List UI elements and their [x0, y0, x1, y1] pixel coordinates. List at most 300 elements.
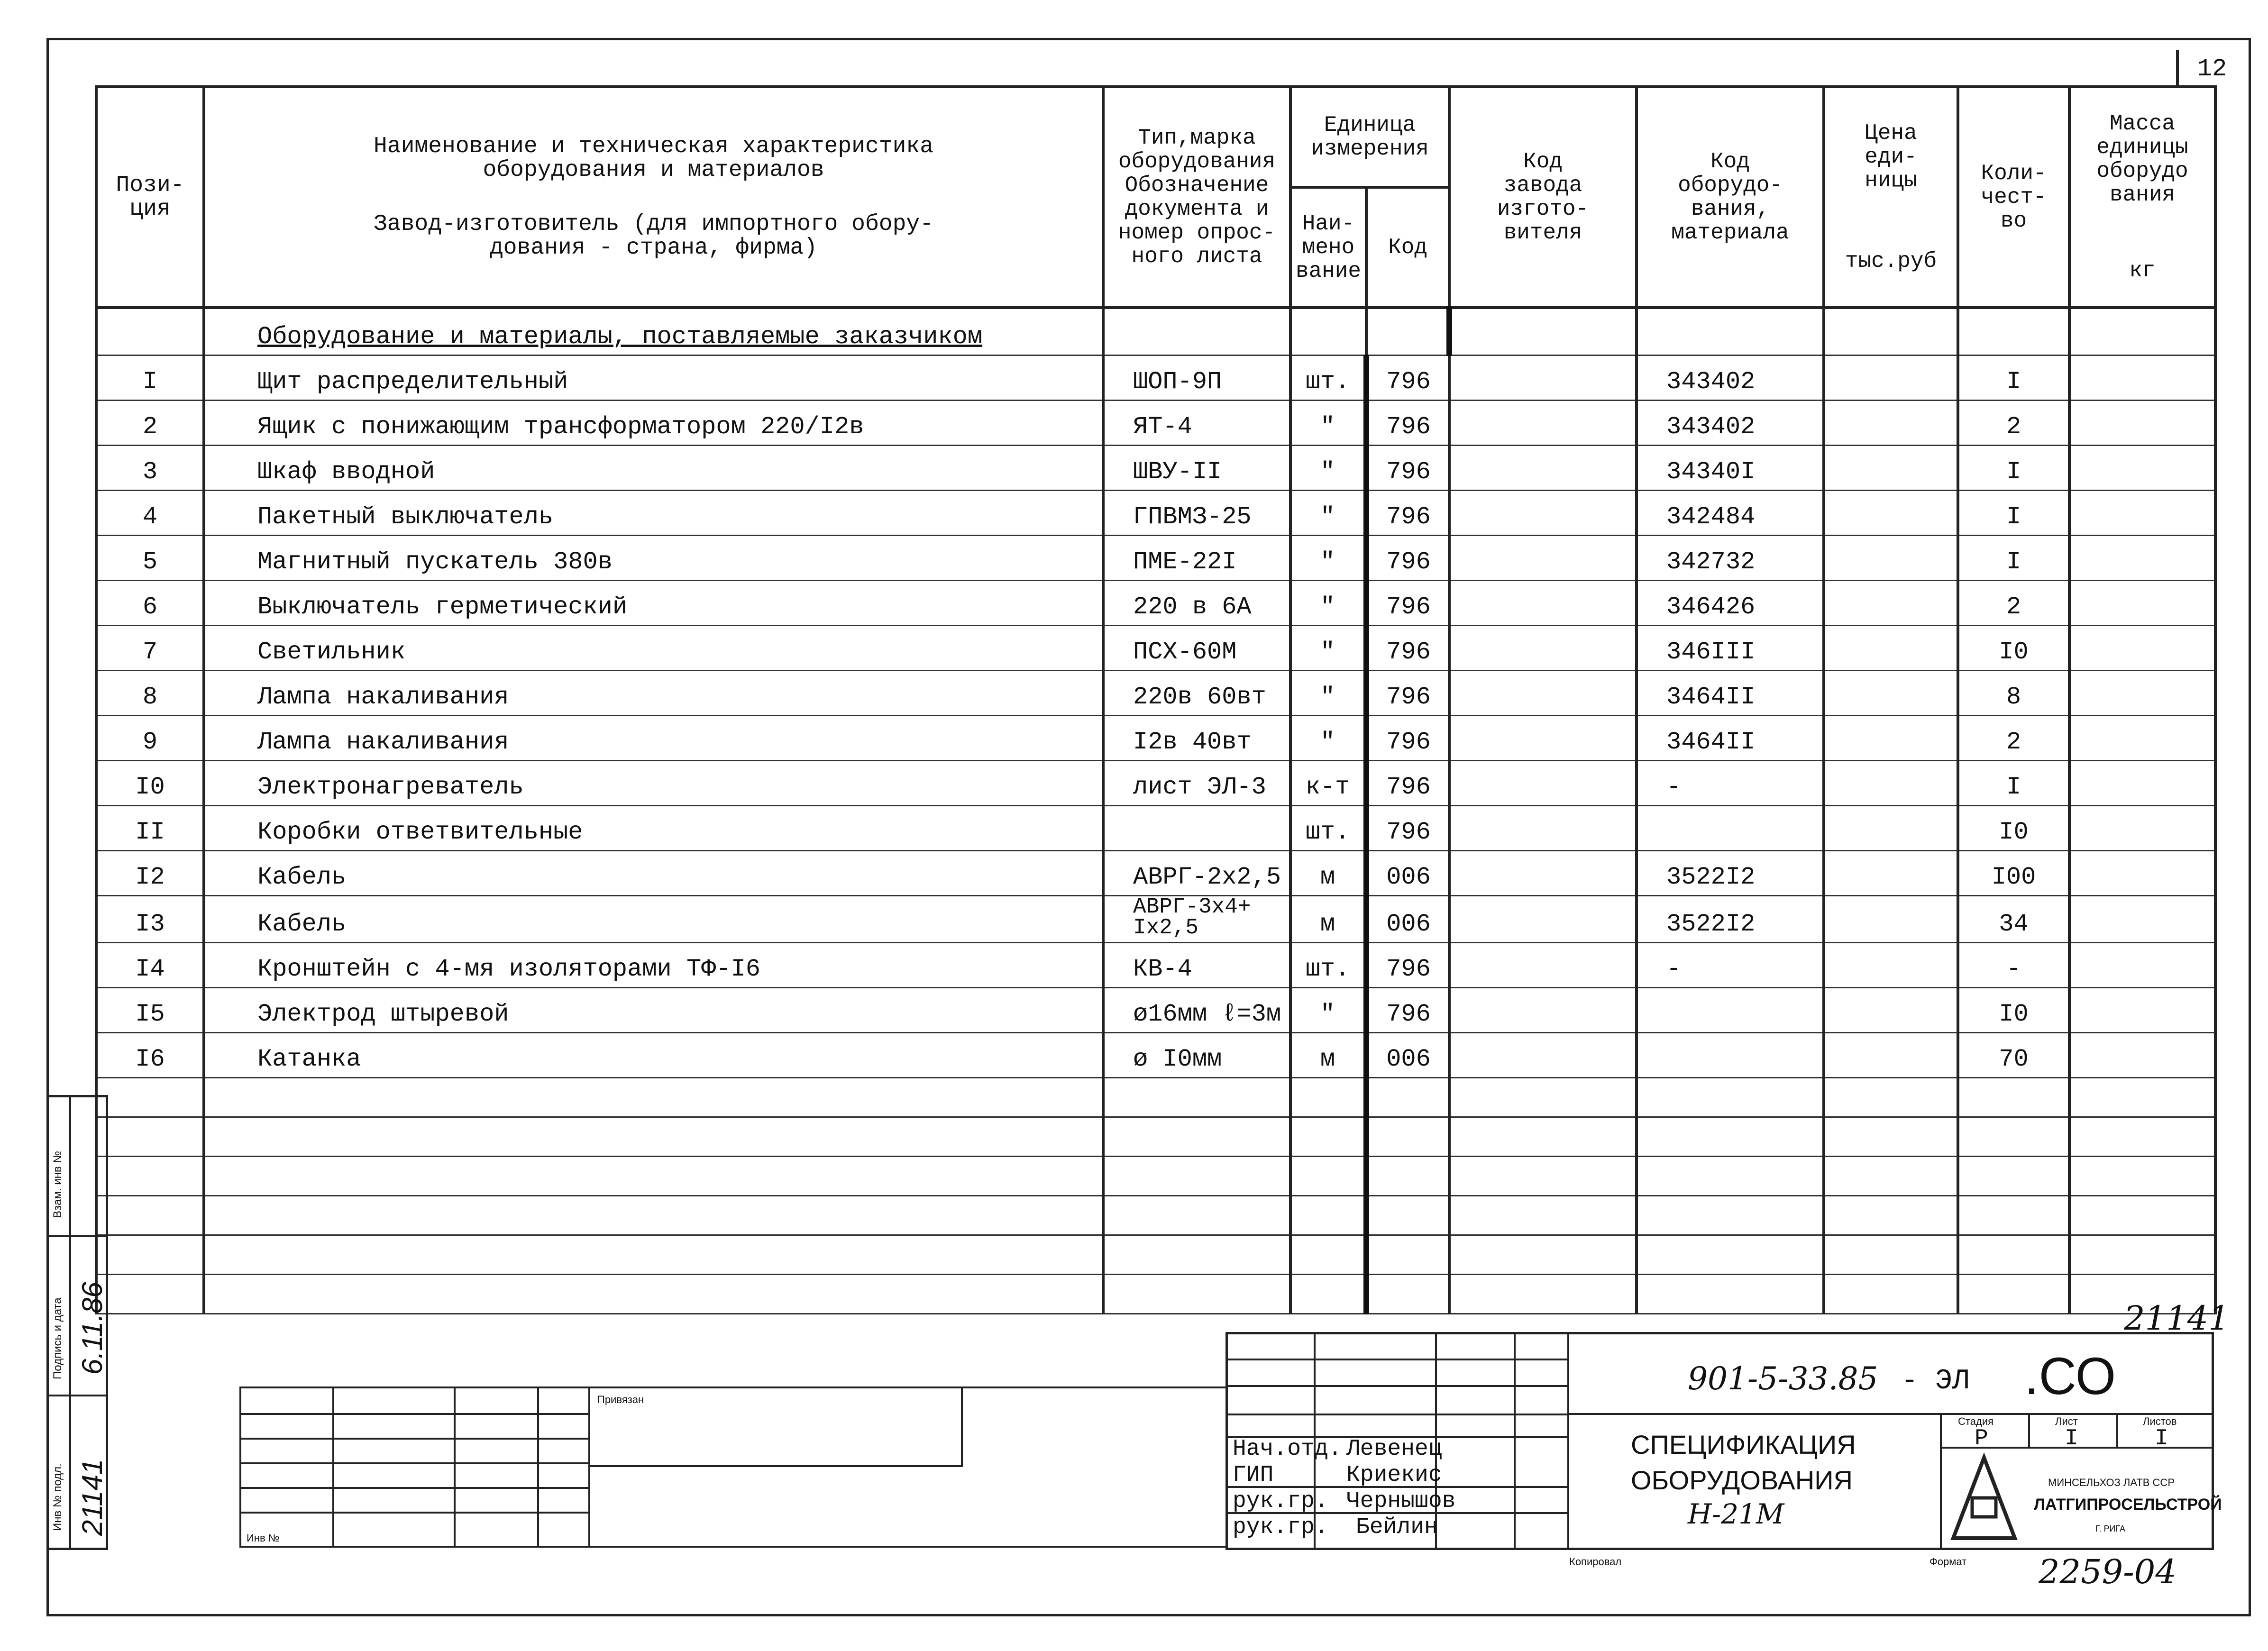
- table-row: [96, 895, 2215, 942]
- row-unit-code: 006: [1366, 1032, 1449, 1077]
- empty-cell: [2069, 1235, 2215, 1274]
- section-cell: [1449, 308, 1637, 355]
- col-material-code-header: Код оборудо- вания, материала: [1637, 87, 1824, 308]
- row-name: Кабель: [204, 895, 1103, 942]
- doc-number: 901-5-33.85: [1688, 1360, 1878, 1397]
- row-material-code: [1637, 805, 1824, 850]
- row-price: [1824, 715, 1958, 760]
- row-type: ШВУ-II: [1103, 445, 1290, 490]
- row-material-code: 346III: [1637, 625, 1824, 670]
- row-price: [1824, 760, 1958, 805]
- empty-cell: [2069, 1156, 2215, 1195]
- row-unit-code: 796: [1366, 805, 1449, 850]
- row-position: 9: [96, 715, 204, 760]
- empty-row: [96, 1117, 2215, 1156]
- row-plant-code: [1449, 760, 1637, 805]
- table-row: [96, 625, 2215, 670]
- row-unit-code: 796: [1366, 445, 1449, 490]
- empty-cell: [1958, 1156, 2069, 1195]
- row-price: [1824, 850, 1958, 895]
- empty-cell: [2069, 1117, 2215, 1156]
- row-name: Шкаф вводной: [204, 445, 1103, 490]
- sheets-value: I: [2155, 1426, 2168, 1451]
- row-plant-code: [1449, 400, 1637, 445]
- table-row: [96, 355, 2215, 400]
- section-cell: [1366, 308, 1449, 355]
- row-price: [1824, 490, 1958, 535]
- empty-cell: [1637, 1077, 1824, 1117]
- col-price-header: [1824, 87, 1958, 308]
- row-price: [1824, 1032, 1958, 1077]
- row-price: [1824, 400, 1958, 445]
- row-quantity: I: [1958, 490, 2069, 535]
- stage-label: Стадия: [1958, 1415, 1994, 1427]
- row-unit-code: 796: [1366, 625, 1449, 670]
- org-name-2: ЛАТГИПРОСЕЛЬСТРОЙ: [2034, 1496, 2222, 1514]
- empty-cell: [1103, 1117, 1290, 1156]
- row-name: Щит распределительный: [204, 355, 1103, 400]
- row-name: Выключатель герметический: [204, 580, 1103, 625]
- row-type: ø I0мм: [1103, 1032, 1290, 1077]
- empty-cell: [1103, 1195, 1290, 1235]
- bound-label: Привязан: [597, 1394, 644, 1405]
- row-unit-name: ": [1290, 535, 1366, 580]
- row-quantity: I0: [1958, 625, 2069, 670]
- empty-cell: [1290, 1156, 1366, 1195]
- row-price: [1824, 942, 1958, 987]
- row-position: I0: [96, 760, 204, 805]
- row-type: [1103, 805, 1290, 850]
- empty-cell: [1958, 1077, 2069, 1117]
- col-type-header: Тип,марка оборудования Обозначение документа и номер опрос- ного листа: [1103, 87, 1290, 308]
- col-price-unit: тыс.руб: [1845, 249, 1937, 274]
- doc-number-cell: [1567, 1332, 2214, 1415]
- empty-cell: [1103, 1077, 1290, 1117]
- row-mass: [2069, 805, 2215, 850]
- row-unit-name: к-т: [1290, 760, 1366, 805]
- empty-cell: [1824, 1235, 1958, 1274]
- empty-cell: [1637, 1117, 1824, 1156]
- row-mass: [2069, 715, 2215, 760]
- row-quantity: I: [1958, 535, 2069, 580]
- row-unit-name: м: [1290, 1032, 1366, 1077]
- signer-name-3: Чернышов: [1346, 1488, 1456, 1514]
- empty-cell: [1290, 1117, 1366, 1156]
- section-cell: [1637, 308, 1824, 355]
- row-material-code: -: [1637, 760, 1824, 805]
- section-title: Оборудование и материалы, поставляемые заказчиком: [204, 308, 1103, 355]
- row-type: 220 в 6А: [1103, 580, 1290, 625]
- row-material-code: -: [1637, 942, 1824, 987]
- row-name: Пакетный выключатель: [204, 490, 1103, 535]
- specification-body: [96, 308, 2215, 1314]
- row-name: Кронштейн с 4-мя изоляторами ТФ-I6: [204, 942, 1103, 987]
- row-unit-name: м: [1290, 850, 1366, 895]
- row-mass: [2069, 942, 2215, 987]
- empty-cell: [1103, 1156, 1290, 1195]
- empty-cell: [1290, 1235, 1366, 1274]
- row-material-code: 343402: [1637, 355, 1824, 400]
- row-unit-name: ": [1290, 445, 1366, 490]
- empty-cell: [1366, 1156, 1449, 1195]
- section-cell: [1103, 308, 1290, 355]
- row-unit-name: ": [1290, 490, 1366, 535]
- row-material-code: [1637, 1032, 1824, 1077]
- row-unit-name: ": [1290, 670, 1366, 715]
- row-type: АВРГ-2х2,5: [1103, 850, 1290, 895]
- row-mass: [2069, 400, 2215, 445]
- row-name: Светильник: [204, 625, 1103, 670]
- row-name: Кабель: [204, 850, 1103, 895]
- row-unit-code: 796: [1366, 942, 1449, 987]
- empty-cell: [1290, 1195, 1366, 1235]
- col-name-header: [204, 87, 1103, 308]
- row-unit-code: 796: [1366, 490, 1449, 535]
- empty-cell: [96, 1235, 204, 1274]
- row-type: ЯТ-4: [1103, 400, 1290, 445]
- row-price: [1824, 670, 1958, 715]
- table-row: [96, 445, 2215, 490]
- row-mass: [2069, 355, 2215, 400]
- row-unit-code: 796: [1366, 670, 1449, 715]
- row-quantity: 34: [1958, 895, 2069, 942]
- table-row: [96, 987, 2215, 1032]
- row-position: I6: [96, 1032, 204, 1077]
- col-mass-unit: кг: [2129, 258, 2156, 283]
- empty-cell: [204, 1077, 1103, 1117]
- row-plant-code: [1449, 670, 1637, 715]
- row-plant-code: [1449, 805, 1637, 850]
- row-quantity: I: [1958, 445, 2069, 490]
- row-plant-code: [1449, 625, 1637, 670]
- row-type: ПСХ-60М: [1103, 625, 1290, 670]
- table-row: [96, 535, 2215, 580]
- row-unit-name: ": [1290, 400, 1366, 445]
- title-line-1: СПЕЦИФИКАЦИЯ: [1631, 1430, 1856, 1459]
- row-position: 4: [96, 490, 204, 535]
- table-row: [96, 670, 2215, 715]
- empty-cell: [96, 1156, 204, 1195]
- inv-original-value: 21141: [76, 1459, 108, 1536]
- row-quantity: I: [1958, 760, 2069, 805]
- row-position: I: [96, 355, 204, 400]
- empty-row: [96, 1274, 2215, 1314]
- row-plant-code: [1449, 942, 1637, 987]
- row-name: Электрод штыревой: [204, 987, 1103, 1032]
- empty-cell: [1366, 1274, 1449, 1314]
- empty-cell: [1449, 1274, 1637, 1314]
- empty-cell: [96, 1077, 204, 1117]
- row-price: [1824, 625, 1958, 670]
- row-unit-code: 006: [1366, 895, 1449, 942]
- empty-cell: [1366, 1077, 1449, 1117]
- empty-row: [96, 1195, 2215, 1235]
- row-unit-name: м: [1290, 895, 1366, 942]
- row-unit-code: 796: [1366, 715, 1449, 760]
- row-price: [1824, 445, 1958, 490]
- row-unit-code: 796: [1366, 400, 1449, 445]
- row-unit-code: 796: [1366, 580, 1449, 625]
- row-quantity: 2: [1958, 400, 2069, 445]
- binding-row-1: [239, 1386, 590, 1415]
- empty-cell: [1958, 1274, 2069, 1314]
- empty-cell: [1637, 1235, 1824, 1274]
- org-logo-icon: [1948, 1453, 2020, 1543]
- replaced-inv-label: Взам. инв №: [51, 1150, 64, 1218]
- sheet-number: 12: [2176, 50, 2245, 88]
- row-unit-code: 796: [1366, 355, 1449, 400]
- row-position: I4: [96, 942, 204, 987]
- empty-cell: [2069, 1195, 2215, 1235]
- row-position: I5: [96, 987, 204, 1032]
- table-row: [96, 1032, 2215, 1077]
- col-mass-title: Масса единицы оборудо вания: [2096, 111, 2188, 207]
- row-name: Магнитный пускатель 380в: [204, 535, 1103, 580]
- row-material-code: 3464II: [1637, 715, 1824, 760]
- inventory-number-top: 21141: [2124, 1299, 2230, 1338]
- sheet-label: Лист: [2055, 1415, 2078, 1427]
- row-quantity: -: [1958, 942, 2069, 987]
- row-type: ГПВМЗ-25: [1103, 490, 1290, 535]
- row-name: Ящик с понижающим трансформатором 220/I2в: [204, 400, 1103, 445]
- empty-cell: [1449, 1235, 1637, 1274]
- sig-row-2: [1225, 1359, 1569, 1387]
- row-unit-name: ": [1290, 987, 1366, 1032]
- empty-cell: [1103, 1274, 1290, 1314]
- row-price: [1824, 580, 1958, 625]
- row-price: [1824, 355, 1958, 400]
- row-mass: [2069, 490, 2215, 535]
- org-name-1: МИНСЕЛЬХОЗ ЛАТВ ССР: [2048, 1477, 2175, 1488]
- row-mass: [2069, 1032, 2215, 1077]
- row-material-code: 343402: [1637, 400, 1824, 445]
- row-material-code: 3522I2: [1637, 895, 1824, 942]
- inv-original-label: Инв № подл.: [51, 1463, 64, 1531]
- signer-role-4: рук.гр.: [1233, 1514, 1328, 1540]
- row-mass: [2069, 625, 2215, 670]
- empty-cell: [1290, 1077, 1366, 1117]
- row-unit-code: 796: [1366, 987, 1449, 1032]
- signer-name-1: Левенец: [1346, 1436, 1442, 1462]
- table-row: [96, 580, 2215, 625]
- row-material-code: 3522I2: [1637, 850, 1824, 895]
- row-position: 5: [96, 535, 204, 580]
- empty-cell: [1637, 1195, 1824, 1235]
- empty-cell: [1366, 1235, 1449, 1274]
- row-plant-code: [1449, 1032, 1637, 1077]
- sheets-label: Листов: [2143, 1415, 2177, 1427]
- binding-row-5: [239, 1487, 590, 1514]
- empty-cell: [204, 1117, 1103, 1156]
- row-type: 220в 60вт: [1103, 670, 1290, 715]
- empty-cell: [1958, 1117, 2069, 1156]
- col-plant-code-header: Код завода изгото- вителя: [1449, 87, 1637, 308]
- row-material-code: 34340I: [1637, 445, 1824, 490]
- row-quantity: 70: [1958, 1032, 2069, 1077]
- format-value: 2259-04: [2039, 1552, 2177, 1591]
- doc-suffix: - ЭЛ: [1901, 1365, 1970, 1397]
- row-plant-code: [1449, 490, 1637, 535]
- row-quantity: 8: [1958, 670, 2069, 715]
- empty-cell: [204, 1156, 1103, 1195]
- row-material-code: 346426: [1637, 580, 1824, 625]
- col-unit-code-header: Код: [1366, 187, 1449, 308]
- table-row: [96, 942, 2215, 987]
- row-position: 3: [96, 445, 204, 490]
- row-plant-code: [1449, 987, 1637, 1032]
- empty-cell: [204, 1235, 1103, 1274]
- empty-row: [96, 1077, 2215, 1117]
- row-mass: [2069, 445, 2215, 490]
- row-unit-name: шт.: [1290, 942, 1366, 987]
- col-unit-name-header: Наи- мено вание: [1290, 187, 1366, 308]
- doc-code: .СО: [2024, 1347, 2116, 1405]
- empty-cell: [1366, 1117, 1449, 1156]
- section-row: [96, 308, 2215, 355]
- inv-label: Инв №: [247, 1532, 280, 1544]
- row-unit-name: ": [1290, 580, 1366, 625]
- binding-row-2: [239, 1413, 590, 1440]
- title-line-3: Н-21М: [1688, 1498, 1784, 1530]
- row-mass: [2069, 760, 2215, 805]
- empty-cell: [1449, 1195, 1637, 1235]
- row-type: ПМЕ-22I: [1103, 535, 1290, 580]
- row-type: I2в 40вт: [1103, 715, 1290, 760]
- signer-name-2: Криекис: [1346, 1462, 1442, 1488]
- row-mass: [2069, 850, 2215, 895]
- sig-row-1: [1225, 1332, 1569, 1360]
- empty-cell: [1824, 1156, 1958, 1195]
- row-unit-name: шт.: [1290, 805, 1366, 850]
- table-row: [96, 805, 2215, 850]
- section-cell: [1958, 308, 2069, 355]
- signer-line-3: [1225, 1486, 1569, 1488]
- row-price: [1824, 987, 1958, 1032]
- copied-label: Копировал: [1569, 1556, 1622, 1568]
- empty-cell: [1824, 1274, 1958, 1314]
- empty-cell: [96, 1195, 204, 1235]
- empty-cell: [204, 1195, 1103, 1235]
- row-type: КВ-4: [1103, 942, 1290, 987]
- empty-cell: [1824, 1195, 1958, 1235]
- row-name: Лампа накаливания: [204, 670, 1103, 715]
- signer-name-4: Бейлин: [1356, 1514, 1438, 1540]
- row-material-code: 342484: [1637, 490, 1824, 535]
- table-row: [96, 850, 2215, 895]
- col-price-title: Цена еди- ницы: [1865, 121, 1917, 193]
- table-row: [96, 760, 2215, 805]
- row-mass: [2069, 987, 2215, 1032]
- row-unit-code: 796: [1366, 535, 1449, 580]
- empty-cell: [1958, 1195, 2069, 1235]
- col-manufacturer-title: Завод-изготовитель (для импортного обору- дования - страна, фирма): [374, 211, 933, 261]
- signer-role-1: Нач.отд.: [1233, 1436, 1342, 1462]
- empty-cell: [1824, 1077, 1958, 1117]
- row-price: [1824, 535, 1958, 580]
- row-position: 2: [96, 400, 204, 445]
- empty-cell: [1103, 1235, 1290, 1274]
- table-row: [96, 400, 2215, 445]
- table-row: [96, 715, 2215, 760]
- empty-cell: [1449, 1156, 1637, 1195]
- empty-cell: [1958, 1235, 2069, 1274]
- row-plant-code: [1449, 715, 1637, 760]
- row-position: I2: [96, 850, 204, 895]
- row-quantity: 2: [1958, 580, 2069, 625]
- org-name-3: Г. РИГА: [2095, 1524, 2126, 1533]
- row-mass: [2069, 895, 2215, 942]
- empty-cell: [1637, 1156, 1824, 1195]
- binding-row-4: [239, 1462, 590, 1489]
- sig-row-3: [1225, 1385, 1569, 1415]
- col-position-header: Пози- ция: [96, 87, 204, 308]
- col-unit-group-header: Единица измерения: [1290, 87, 1449, 187]
- binding-row-3: [239, 1438, 590, 1464]
- empty-cell: [1449, 1077, 1637, 1117]
- row-material-code: [1637, 987, 1824, 1032]
- row-position: 7: [96, 625, 204, 670]
- row-type: лист ЭЛ-3: [1103, 760, 1290, 805]
- row-plant-code: [1449, 850, 1637, 895]
- empty-cell: [1449, 1117, 1637, 1156]
- specification-table: [95, 85, 2217, 1314]
- signature-date-label: Подпись и дата: [51, 1297, 64, 1379]
- empty-cell: [96, 1117, 204, 1156]
- row-quantity: I00: [1958, 850, 2069, 895]
- row-mass: [2069, 670, 2215, 715]
- empty-cell: [96, 1274, 204, 1314]
- row-quantity: I0: [1958, 805, 2069, 850]
- row-name: Электронагреватель: [204, 760, 1103, 805]
- row-price: [1824, 895, 1958, 942]
- row-type: ø16мм ℓ=3м: [1103, 987, 1290, 1032]
- row-mass: [2069, 580, 2215, 625]
- format-label: Формат: [1930, 1556, 1967, 1568]
- stage-value: Р: [1975, 1426, 1988, 1451]
- row-unit-code: 796: [1366, 760, 1449, 805]
- row-position: 6: [96, 580, 204, 625]
- row-type: ШОП-9П: [1103, 355, 1290, 400]
- empty-row: [96, 1156, 2215, 1195]
- empty-cell: [1824, 1117, 1958, 1156]
- table-row: [96, 490, 2215, 535]
- signature-value: 6.11.86: [76, 1282, 108, 1375]
- row-quantity: I0: [1958, 987, 2069, 1032]
- sig-row-4: [1225, 1414, 1569, 1438]
- col-name-title: Наименование и техническая характеристика оборудования и материалов: [374, 134, 933, 183]
- row-position: 8: [96, 670, 204, 715]
- row-position: II: [96, 805, 204, 850]
- row-unit-name: шт.: [1290, 355, 1366, 400]
- row-quantity: I: [1958, 355, 2069, 400]
- signer-role-3: рук.гр.: [1233, 1488, 1328, 1514]
- title-line-2: ОБОРУДОВАНИЯ: [1631, 1465, 1853, 1495]
- signer-line-4: [1225, 1512, 1569, 1514]
- row-plant-code: [1449, 355, 1637, 400]
- col-quantity-header: Коли- чест- во: [1958, 87, 2069, 308]
- row-name: Лампа накаливания: [204, 715, 1103, 760]
- row-name: Коробки ответвительные: [204, 805, 1103, 850]
- signer-role-2: ГИП: [1233, 1462, 1274, 1488]
- row-position: I3: [96, 895, 204, 942]
- row-unit-name: ": [1290, 625, 1366, 670]
- row-plant-code: [1449, 445, 1637, 490]
- section-cell: [1824, 308, 1958, 355]
- empty-cell: [2069, 1077, 2215, 1117]
- row-plant-code: [1449, 895, 1637, 942]
- row-mass: [2069, 535, 2215, 580]
- row-price: [1824, 805, 1958, 850]
